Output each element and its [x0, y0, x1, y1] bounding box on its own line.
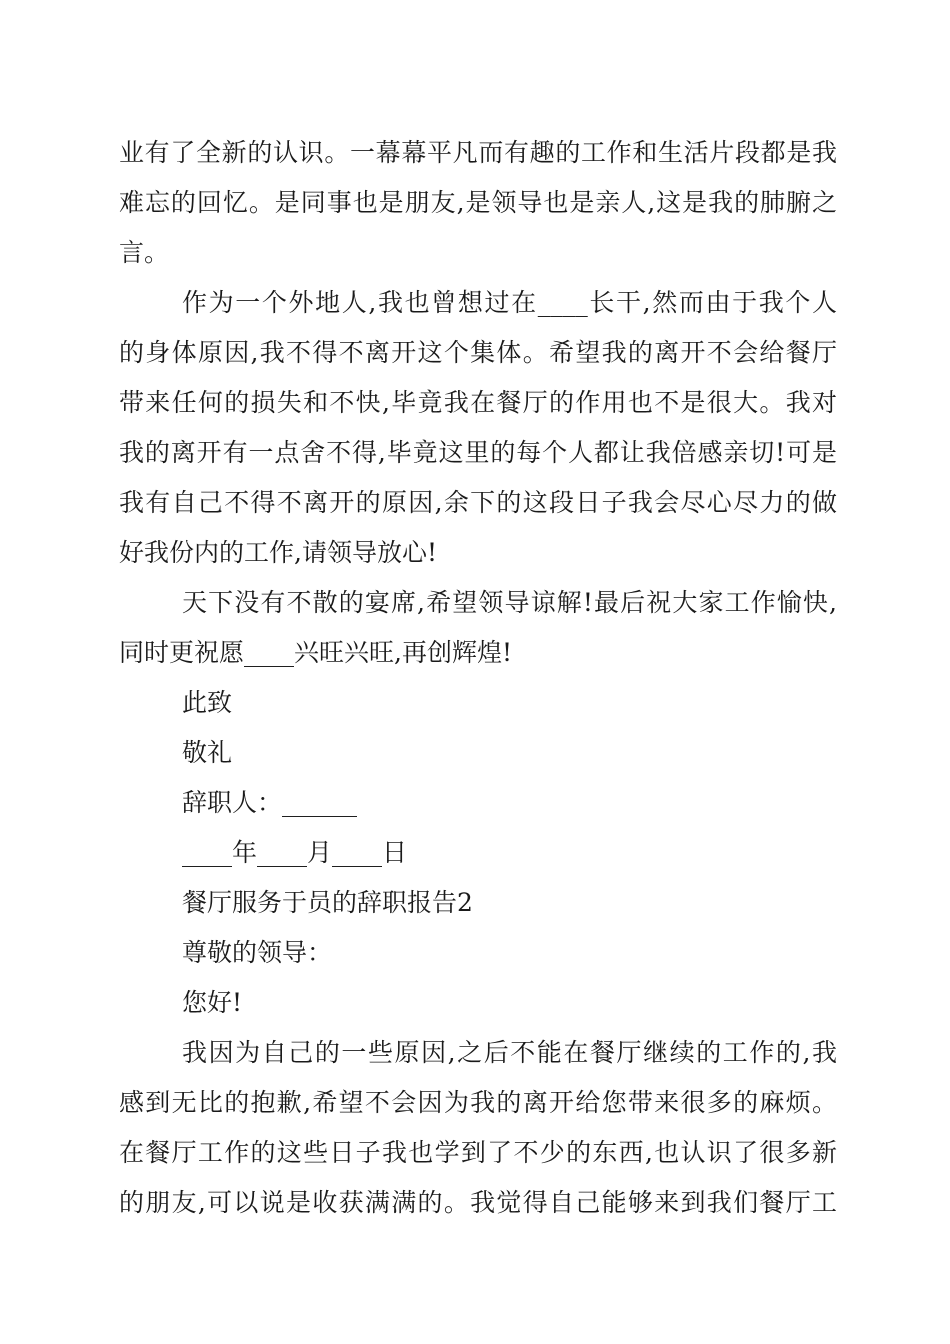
text-line: 带来任何的损失和不快,毕竟我在餐厅的作用也不是很大。我对 — [119, 388, 837, 417]
text-line: 业有了全新的认识。一幕幕平凡而有趣的工作和生活片段都是我 — [119, 138, 837, 167]
text-line: 您好! — [182, 988, 243, 1017]
text-line: 我因为自己的一些原因,之后不能在餐厅继续的工作的,我 — [182, 1038, 837, 1067]
text-line: 餐厅服务于员的辞职报告2 — [182, 888, 473, 917]
text-line: 此致 — [182, 688, 233, 717]
text-line: 难忘的回忆。是同事也是朋友,是领导也是亲人,这是我的肺腑之 — [119, 188, 837, 217]
text-line: 感到无比的抱歉,希望不会因为我的离开给您带来很多的麻烦。 — [119, 1088, 837, 1117]
text-line: 言。 — [119, 238, 170, 267]
text-line: 尊敬的领导： — [182, 938, 333, 967]
text-line: ____年____月____日 — [182, 838, 408, 867]
text-line: 的朋友,可以说是收获满满的。我觉得自己能够来到我们餐厅工 — [119, 1188, 837, 1217]
text-line: 在餐厅工作的这些日子我也学到了不少的东西,也认识了很多新 — [119, 1138, 837, 1167]
text-line: 的身体原因,我不得不离开这个集体。希望我的离开不会给餐厅 — [119, 338, 837, 367]
text-line: 我的离开有一点舍不得,毕竟这里的每个人都让我倍感亲切!可是 — [119, 438, 837, 467]
text-line: 同时更祝愿____兴旺兴旺,再创辉煌! — [119, 638, 512, 667]
text-line: 好我份内的工作,请领导放心! — [119, 538, 437, 567]
text-line: 作为一个外地人,我也曾想过在____长干,然而由于我个人 — [182, 288, 837, 317]
text-line: 辞职人：______ — [182, 788, 358, 817]
text-line: 我有自己不得不离开的原因,余下的这段日子我会尽心尽力的做 — [119, 488, 837, 517]
text-line: 敬礼 — [182, 738, 233, 767]
text-line: 天下没有不散的宴席,希望领导谅解!最后祝大家工作愉快, — [182, 588, 837, 617]
document-body — [119, 128, 837, 1228]
